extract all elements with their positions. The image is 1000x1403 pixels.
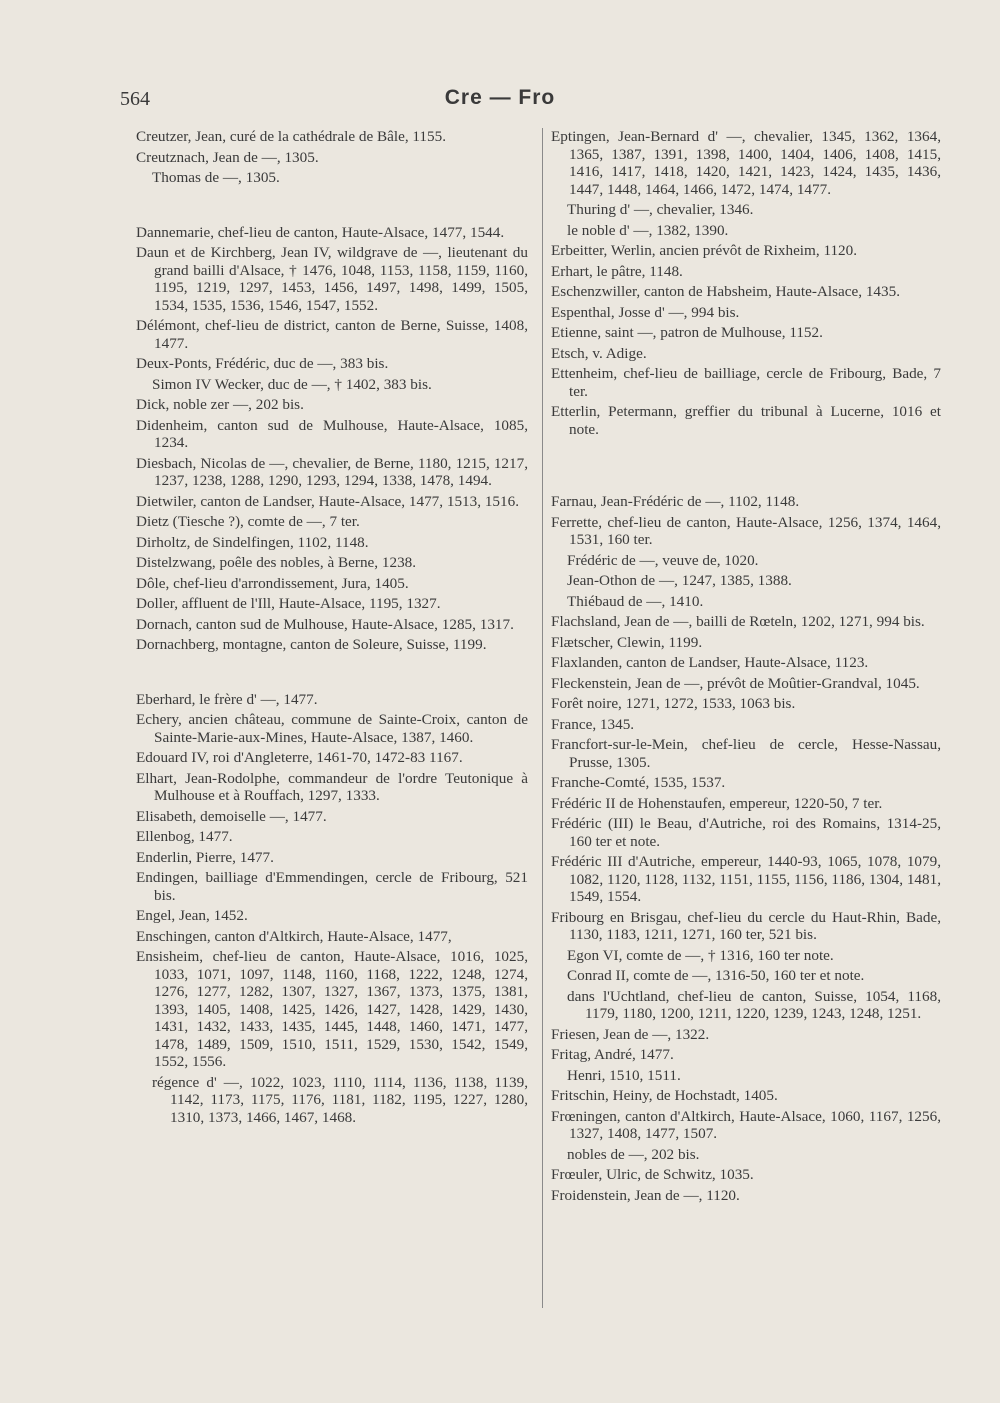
index-entry: Ferrette, chef-lieu de canton, Haute-Alsace, 1256, 1374, 1464, 1531, 160 ter. [551, 513, 941, 548]
section-d [136, 224, 528, 654]
index-subentry: régence d' —, 1022, 1023, 1110, 1114, 1136, 1138, 1139, 1142, 1173, 1175, 1176, 1181, 1182, 1195, 1227, 1280, 1310, 1373, 1466, 1467, 1468. [152, 1073, 528, 1126]
index-entry: Flaxlanden, canton de Landser, Haute-Alsace, 1123. [551, 654, 869, 671]
index-entry: Fritschin, Heiny, de Hochstadt, 1405. [551, 1087, 778, 1104]
index-entry: Erhart, le pâtre, 1148. [551, 262, 683, 280]
section-spacer [136, 657, 528, 691]
index-entry: Fribourg en Brisgau, chef-lieu du cercle du Haut-Rhin, Bade, 1130, 1183, 1211, 1271, 160 ter, 521 bis. [551, 908, 941, 943]
index-subentry: Thuring d' —, chevalier, 1346. [567, 201, 754, 218]
index-subentry: Thomas de —, 1305. [152, 169, 280, 186]
index-entry: Frédéric II de Hohenstaufen, empereur, 1220-50, 7 ter. [551, 794, 883, 812]
index-entry: Edouard IV, roi d'Angleterre, 1461-70, 1472-83 1167. [136, 749, 463, 766]
section-e-cont [551, 128, 941, 438]
index-entry: Friesen, Jean de —, 1322. [551, 1025, 710, 1043]
index-entry: Diesbach, Nicolas de —, chevalier, de Berne, 1180, 1215, 1217, 1237, 1238, 1288, 1290, 1293, 1294, 1338, 1478, 1494. [136, 454, 528, 489]
index-subentry: nobles de —, 202 bis. [567, 1145, 700, 1163]
index-entry: Endingen, bailliage d'Emmendingen, cercle de Fribourg, 521 bis. [136, 869, 528, 904]
index-entry: Enschingen, canton d'Altkirch, Haute-Alsace, 1477, [136, 927, 452, 945]
index-entry: Ensisheim, chef-lieu de canton, Haute-Alsace, 1016, 1025, 1033, 1071, 1097, 1148, 1160, 1168, 1222, 1248, 1274, 1276, 1277, 1282, 1307, 1327, 1367, 1373, 1375, 1381, 1393, 1405, 1408, 1425, 1426, 1427, 1428, 1429, 1430, 1431, 1432, 1433, 1435, 1445, 1448, 1460, 1471, 1477, 1478, 1489, 1509, 1510, 1511, 1529, 1530, 1542, 1549, 1552, 1556. [136, 948, 528, 1070]
index-entry: Ellenbog, 1477. [136, 828, 233, 845]
index-entry: Franche-Comté, 1535, 1537. [551, 774, 726, 791]
section-f [551, 493, 941, 1204]
index-subentry: Jean-Othon de —, 1247, 1385, 1388. [567, 572, 792, 589]
index-subentry: Egon VI, comte de —, † 1316, 160 ter note. [567, 946, 834, 964]
index-entry: Creutznach, Jean de —, 1305. [136, 148, 319, 166]
index-entry: Dôle, chef-lieu d'arrondissement, Jura, 1405. [136, 574, 409, 592]
index-entry: Echery, ancien château, commune de Sainte-Croix, canton de Sainte-Marie-aux-Mines, Haute-Alsace, 1387, 1460. [136, 711, 528, 746]
page-number: 564 [120, 88, 150, 110]
index-entry: Dornach, canton sud de Mulhouse, Haute-Alsace, 1285, 1317. [136, 615, 514, 633]
index-entry: Distelzwang, poêle des nobles, à Berne, 1238. [136, 554, 417, 571]
index-entry: Frédéric (III) le Beau, d'Autriche, roi des Romains, 1314-25, 160 ter et note. [551, 815, 941, 850]
index-subentry: Thiébaud de —, 1410. [567, 592, 704, 610]
index-entry: Dannemarie, chef-lieu de canton, Haute-Alsace, 1477, 1544. [136, 223, 505, 241]
index-subentry: Simon IV Wecker, duc de —, † 1402, 383 bis. [152, 375, 432, 393]
index-entry: Fleckenstein, Jean de —, prévôt de Moûtier-Grandval, 1045. [551, 674, 920, 692]
index-entry: Erbeitter, Werlin, ancien prévôt de Rixheim, 1120. [551, 242, 858, 259]
index-entry: Doller, affluent de l'Ill, Haute-Alsace, 1195, 1327. [136, 595, 441, 612]
index-entry: Dietwiler, canton de Landser, Haute-Alsace, 1477, 1513, 1516. [136, 492, 519, 510]
index-entry: Délémont, chef-lieu de district, canton de Berne, Suisse, 1408, 1477. [136, 317, 528, 352]
index-entry: Dietz (Tiesche ?), comte de —, 7 ter. [136, 513, 360, 530]
index-entry: Eschenzwiller, canton de Habsheim, Haute-Alsace, 1435. [551, 283, 901, 300]
index-entry: Farnau, Jean-Frédéric de —, 1102, 1148. [551, 493, 800, 510]
index-entry: Fritag, André, 1477. [551, 1046, 674, 1063]
index-subentry: le noble d' —, 1382, 1390. [567, 221, 729, 239]
index-entry: Etterlin, Petermann, greffier du tribunal à Lucerne, 1016 et note. [551, 403, 941, 438]
index-entry: Forêt noire, 1271, 1272, 1533, 1063 bis. [551, 695, 796, 712]
index-entry: Espenthal, Josse d' —, 994 bis. [551, 303, 740, 321]
index-subentry: dans l'Uchtland, chef-lieu de canton, Suisse, 1054, 1168, 1179, 1180, 1200, 1211, 1220, 1239, 1243, 1248, 1251. [567, 987, 941, 1022]
index-entry: Flætscher, Clewin, 1199. [551, 633, 703, 651]
index-entry: Frœuler, Ulric, de Schwitz, 1035. [551, 1166, 754, 1183]
index-entry: Flachsland, Jean de —, bailli de Rœteln, 1202, 1271, 994 bis. [551, 613, 925, 630]
index-entry: Enderlin, Pierre, 1477. [136, 848, 274, 866]
index-entry: Etsch, v. Adige. [551, 344, 647, 362]
index-entry: Eberhard, le frère d' —, 1477. [136, 690, 318, 708]
section-spacer [136, 190, 528, 224]
index-entry: Ettenheim, chef-lieu de bailliage, cercle de Fribourg, Bade, 7 ter. [551, 365, 941, 400]
index-subentry: Frédéric de —, veuve de, 1020. [567, 551, 759, 569]
index-entry: Etienne, saint —, patron de Mulhouse, 1152. [551, 324, 823, 341]
index-subentry: Conrad II, comte de —, 1316-50, 160 ter et note. [567, 967, 865, 984]
index-entry: Didenheim, canton sud de Mulhouse, Haute-Alsace, 1085, 1234. [136, 416, 528, 451]
index-entry: Frédéric III d'Autriche, empereur, 1440-93, 1065, 1078, 1079, 1082, 1120, 1128, 1132, 1151, 1155, 1156, 1186, 1304, 1481, 1549, 1554. [551, 853, 941, 905]
index-entry: Elisabeth, demoiselle —, 1477. [136, 807, 327, 825]
running-head: Cre — Fro [444, 86, 556, 109]
index-entry: Froidenstein, Jean de —, 1120. [551, 1186, 740, 1204]
index-entry: Dick, noble zer —, 202 bis. [136, 396, 304, 413]
index-entry: Francfort-sur-le-Mein, chef-lieu de cercle, Hesse-Nassau, Prusse, 1305. [551, 736, 941, 771]
index-entry: Engel, Jean, 1452. [136, 907, 248, 924]
index-entry: France, 1345. [551, 715, 635, 733]
page-header [0, 88, 1000, 112]
index-entry: Deux-Ponts, Frédéric, duc de —, 383 bis. [136, 355, 389, 372]
index-entry: Daun et de Kirchberg, Jean IV, wildgrave de —, lieutenant du grand bailli d'Alsace, † 1476, 1048, 1153, 1158, 1159, 1160, 1195, 1219, 1297, 1453, 1456, 1497, 1498, 1499, 1505, 1534, 1535, 1536, 1546, 1547, 1552. [136, 244, 528, 314]
section-spacer [551, 441, 941, 493]
right-column [542, 128, 941, 1308]
section-c [136, 128, 528, 187]
index-entry: Eptingen, Jean-Bernard d' —, chevalier, 1345, 1362, 1364, 1365, 1387, 1391, 1398, 1400, 1404, 1406, 1408, 1415, 1416, 1417, 1418, 1420, 1421, 1423, 1424, 1435, 1436, 1447, 1448, 1464, 1466, 1472, 1474, 1477. [551, 128, 941, 198]
index-entry: Elhart, Jean-Rodolphe, commandeur de l'ordre Teutonique à Mulhouse et à Rouffach, 1297, 1333. [136, 769, 528, 804]
section-e [136, 691, 528, 1127]
left-column [136, 128, 528, 1129]
index-entry: Creutzer, Jean, curé de la cathédrale de Bâle, 1155. [136, 128, 447, 145]
index-entry: Dirholtz, de Sindelfingen, 1102, 1148. [136, 533, 369, 551]
index-entry: Frœningen, canton d'Altkirch, Haute-Alsace, 1060, 1167, 1256, 1327, 1408, 1477, 1507. [551, 1107, 941, 1142]
index-subentry: Henri, 1510, 1511. [567, 1066, 681, 1084]
index-entry: Dornachberg, montagne, canton de Soleure, Suisse, 1199. [136, 636, 487, 653]
